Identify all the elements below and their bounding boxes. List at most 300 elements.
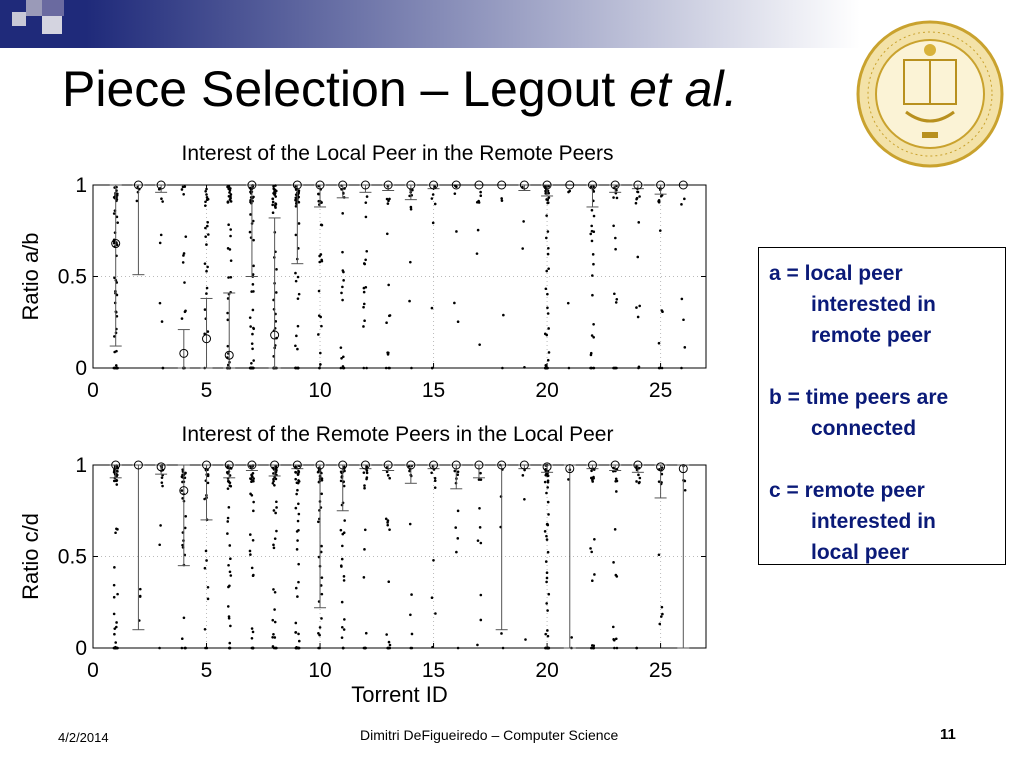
x-tick-label: 5: [200, 659, 213, 682]
data-point: [115, 480, 118, 483]
legend-definition: [769, 258, 997, 351]
data-point: [386, 198, 389, 201]
data-point: [616, 575, 619, 578]
data-point: [613, 647, 616, 650]
data-point: [296, 595, 299, 598]
data-point: [204, 200, 207, 203]
data-point: [230, 259, 233, 262]
data-point: [320, 223, 323, 226]
data-point: [227, 276, 230, 279]
data-point: [207, 482, 210, 485]
data-point: [547, 253, 550, 256]
data-point: [547, 481, 550, 484]
data-point: [298, 640, 301, 643]
footer-presenter: Dimitri DeFigueiredo – Computer Science: [360, 727, 619, 743]
data-point: [116, 593, 119, 596]
data-point: [478, 201, 481, 204]
data-point: [590, 469, 593, 472]
data-point: [661, 466, 664, 469]
data-point: [184, 515, 187, 518]
data-point: [229, 625, 232, 628]
data-point: [591, 240, 594, 243]
x-tick-label: 0: [87, 379, 99, 402]
data-point: [294, 272, 297, 275]
data-point: [116, 221, 119, 224]
plot-frame: [93, 185, 706, 368]
data-point: [547, 192, 550, 195]
data-point: [340, 480, 343, 483]
decor-square: [42, 16, 62, 34]
data-point: [296, 539, 299, 542]
data-point: [431, 307, 434, 310]
x-axis-label: Torrent ID: [351, 682, 448, 707]
data-point: [432, 559, 435, 562]
decor-square: [12, 12, 26, 26]
data-point: [114, 531, 117, 534]
data-point: [114, 641, 117, 644]
data-point: [432, 222, 435, 225]
data-point: [207, 598, 210, 601]
data-point: [158, 543, 161, 546]
data-point: [252, 631, 255, 634]
data-point: [162, 367, 165, 370]
data-point: [389, 314, 392, 317]
data-point: [250, 290, 253, 293]
data-point: [362, 325, 365, 328]
data-point: [206, 198, 209, 201]
data-point: [184, 527, 187, 530]
data-point: [251, 333, 254, 336]
data-point: [297, 276, 300, 279]
data-point: [204, 262, 207, 265]
legend-definition: [769, 475, 997, 568]
data-point: [431, 646, 434, 649]
data-point: [612, 626, 615, 629]
data-point: [252, 501, 255, 504]
data-point: [160, 234, 163, 237]
data-point: [252, 265, 255, 268]
data-point: [410, 367, 413, 370]
data-point: [592, 336, 595, 339]
data-point: [227, 201, 230, 204]
data-point: [249, 477, 252, 480]
data-point: [295, 335, 298, 338]
data-point: [296, 548, 299, 551]
data-point: [453, 302, 456, 305]
data-point: [546, 629, 549, 632]
data-point: [252, 283, 255, 286]
data-point: [159, 242, 162, 245]
data-point: [252, 510, 255, 513]
data-point: [364, 258, 367, 261]
data-point: [205, 270, 208, 273]
data-point: [363, 487, 366, 490]
y-tick-label: 0: [75, 637, 87, 660]
data-point: [252, 574, 255, 577]
data-point: [457, 471, 460, 474]
data-point: [661, 606, 664, 609]
legend-definition-line: interested in: [811, 510, 936, 533]
data-point: [389, 644, 392, 647]
data-point: [661, 613, 664, 616]
data-point: [546, 577, 549, 580]
data-point: [161, 320, 164, 323]
data-point: [434, 203, 437, 206]
data-point: [181, 188, 184, 191]
data-point: [592, 230, 595, 233]
data-point: [454, 526, 457, 529]
data-point: [637, 316, 640, 319]
legend-definition-line: remote peer: [811, 324, 932, 347]
data-point: [227, 564, 230, 567]
data-point: [409, 261, 412, 264]
data-point: [341, 299, 344, 302]
data-point: [295, 631, 298, 634]
data-point: [502, 647, 505, 650]
data-point: [161, 481, 164, 484]
data-point: [183, 616, 186, 619]
data-point: [296, 530, 299, 533]
data-point: [523, 366, 526, 369]
data-point: [297, 633, 300, 636]
data-point: [340, 470, 343, 473]
data-point: [321, 593, 324, 596]
data-point: [340, 367, 343, 370]
data-point: [275, 500, 278, 503]
data-point: [252, 309, 255, 312]
data-point: [114, 367, 117, 370]
data-point: [547, 513, 550, 516]
data-point: [434, 486, 437, 489]
data-point: [205, 193, 208, 196]
data-point: [113, 596, 116, 599]
data-point: [434, 477, 437, 480]
data-point: [318, 290, 321, 293]
x-tick-label: 20: [535, 379, 559, 402]
data-point: [638, 195, 641, 198]
data-point: [476, 644, 479, 647]
data-point: [207, 233, 210, 236]
data-point: [479, 191, 482, 194]
data-point: [321, 260, 324, 263]
data-point: [139, 595, 142, 598]
data-point: [115, 483, 118, 486]
data-point: [116, 528, 119, 531]
data-point: [272, 197, 275, 200]
uc-davis-seal-icon: [856, 20, 1004, 168]
data-point: [204, 227, 207, 230]
data-point: [591, 274, 594, 277]
data-point: [340, 565, 343, 568]
data-point: [159, 524, 162, 527]
data-point: [229, 485, 232, 488]
data-point: [409, 613, 412, 616]
data-point: [635, 198, 638, 201]
data-point: [568, 190, 571, 193]
data-point: [545, 560, 548, 563]
data-point: [229, 198, 232, 201]
data-point: [410, 208, 413, 211]
data-point: [249, 493, 252, 496]
data-point: [204, 308, 207, 311]
data-point: [457, 647, 460, 650]
data-point: [544, 333, 547, 336]
data-point: [366, 195, 369, 198]
y-tick-label: 0: [75, 357, 87, 380]
data-point: [298, 293, 301, 296]
data-point: [296, 348, 299, 351]
data-point: [547, 247, 550, 250]
data-point: [614, 528, 617, 531]
data-point: [204, 567, 207, 570]
data-point: [229, 574, 232, 577]
data-point: [660, 615, 663, 618]
data-point: [319, 352, 322, 355]
data-point: [297, 470, 300, 473]
data-point: [228, 544, 231, 547]
data-point: [206, 287, 209, 290]
data-point: [113, 633, 116, 636]
data-point: [229, 557, 232, 560]
data-point: [364, 201, 367, 204]
data-point: [183, 281, 186, 284]
data-point: [294, 344, 297, 347]
data-point: [228, 642, 231, 645]
data-point: [205, 550, 208, 553]
data-point: [477, 229, 480, 232]
data-point: [568, 367, 571, 370]
x-tick-label: 10: [308, 379, 332, 402]
data-point: [340, 357, 343, 360]
data-point: [637, 367, 640, 370]
data-point: [385, 367, 388, 370]
data-point: [591, 209, 594, 212]
legend-definition-line: local peer: [811, 541, 910, 564]
data-point: [205, 292, 208, 295]
data-point: [593, 215, 596, 218]
data-point: [592, 263, 595, 266]
data-point: [113, 212, 116, 215]
data-point: [434, 612, 437, 615]
data-point: [250, 480, 253, 483]
data-point: [206, 266, 209, 269]
data-point: [249, 533, 252, 536]
data-point: [363, 291, 366, 294]
data-point: [113, 584, 116, 587]
data-point: [297, 472, 300, 475]
data-point: [272, 544, 275, 547]
data-point: [366, 469, 369, 472]
y-axis-label: Ratio a/b: [18, 232, 43, 321]
data-point: [320, 545, 323, 548]
data-point: [341, 545, 344, 548]
data-point: [363, 263, 366, 266]
chart-title: Interest of the Local Peer in the Remote Peers: [181, 142, 614, 165]
data-point: [274, 512, 277, 515]
data-point: [366, 476, 369, 479]
data-point: [592, 647, 595, 650]
data-point: [113, 242, 116, 245]
data-point: [341, 558, 344, 561]
data-point: [297, 502, 300, 505]
data-point: [635, 647, 638, 650]
data-point: [229, 571, 232, 574]
data-point: [593, 573, 596, 576]
data-point: [252, 472, 255, 475]
x-tick-label: 0: [87, 659, 99, 682]
data-point: [636, 190, 639, 193]
data-point: [615, 298, 618, 301]
data-point: [295, 587, 298, 590]
data-point: [388, 477, 391, 480]
data-point: [658, 201, 661, 204]
data-point: [206, 221, 209, 224]
data-point: [295, 646, 298, 649]
data-point: [544, 364, 547, 367]
data-point: [273, 484, 276, 487]
data-point: [546, 538, 549, 541]
data-point: [612, 196, 615, 199]
data-point: [249, 325, 252, 328]
data-point: [478, 343, 481, 346]
data-point: [274, 537, 277, 540]
data-point: [318, 367, 321, 370]
decor-square: [12, 26, 26, 40]
data-point: [547, 593, 550, 596]
data-point: [205, 188, 208, 191]
data-point: [115, 626, 118, 629]
data-point: [547, 551, 550, 554]
data-point: [389, 647, 392, 650]
data-point: [184, 235, 187, 238]
data-point: [362, 306, 365, 309]
data-point: [182, 193, 185, 196]
data-point: [592, 323, 595, 326]
data-point: [249, 553, 252, 556]
data-point: [249, 231, 252, 234]
data-point: [181, 647, 184, 650]
data-point: [387, 474, 390, 477]
data-point: [320, 253, 323, 256]
data-point: [410, 593, 413, 596]
data-point: [683, 198, 686, 201]
data-point: [227, 223, 230, 226]
data-point: [181, 317, 184, 320]
data-point: [272, 201, 275, 204]
data-point: [363, 287, 366, 290]
data-point: [297, 297, 300, 300]
x-tick-label: 10: [308, 659, 332, 682]
data-point: [228, 506, 231, 509]
data-point: [548, 351, 551, 354]
footer-date: 4/2/2014: [58, 730, 109, 745]
data-point: [636, 256, 639, 259]
data-point: [342, 269, 345, 272]
legend-definition-term: a = local peer: [769, 262, 903, 285]
data-point: [341, 601, 344, 604]
data-point: [297, 563, 300, 566]
data-point: [275, 268, 278, 271]
data-point: [272, 192, 275, 195]
data-point: [295, 234, 298, 237]
data-point: [501, 199, 504, 202]
x-tick-label: 15: [421, 379, 446, 402]
data-point: [230, 276, 233, 279]
data-point: [589, 547, 592, 550]
data-point: [363, 548, 366, 551]
decor-square: [26, 0, 42, 16]
data-point: [547, 359, 550, 362]
data-point: [479, 194, 482, 197]
data-point: [480, 594, 483, 597]
data-point: [182, 261, 185, 264]
data-point: [615, 301, 618, 304]
data-point: [363, 484, 366, 487]
data-point: [295, 622, 298, 625]
data-point: [387, 580, 390, 583]
data-point: [614, 367, 617, 370]
data-point: [298, 513, 301, 516]
data-point: [614, 248, 617, 251]
data-point: [204, 204, 207, 207]
data-point: [272, 633, 275, 636]
data-point: [591, 644, 594, 647]
data-point: [639, 477, 642, 480]
data-point: [251, 342, 254, 345]
data-point: [298, 222, 301, 225]
data-point: [408, 300, 411, 303]
data-point: [274, 184, 277, 187]
data-point: [546, 523, 549, 526]
data-point: [546, 293, 549, 296]
data-point: [343, 519, 346, 522]
data-point: [297, 325, 300, 328]
data-point: [431, 197, 434, 200]
data-point: [228, 647, 231, 650]
data-point: [638, 305, 641, 308]
data-point: [500, 632, 503, 635]
data-point: [249, 316, 252, 319]
data-point: [593, 538, 596, 541]
data-point: [251, 627, 254, 630]
data-point: [591, 579, 594, 582]
data-point: [615, 477, 618, 480]
data-point: [590, 354, 593, 357]
data-point: [545, 198, 548, 201]
data-point: [545, 270, 548, 273]
data-point: [680, 367, 683, 370]
data-point: [457, 320, 460, 323]
data-point: [546, 571, 549, 574]
data-point: [637, 221, 640, 224]
data-point: [205, 243, 208, 246]
data-point: [227, 605, 230, 608]
data-point: [521, 247, 524, 250]
legend-box: [758, 247, 1006, 565]
data-point: [271, 204, 274, 207]
data-point: [272, 187, 275, 190]
data-point: [658, 623, 661, 626]
data-point: [139, 588, 142, 591]
data-point: [364, 528, 367, 531]
data-point: [227, 247, 230, 250]
data-point: [226, 532, 229, 535]
legend-definition-term: b = time peers are: [769, 386, 949, 409]
data-point: [317, 647, 320, 650]
data-point: [160, 197, 163, 200]
data-point: [522, 220, 525, 223]
data-point: [227, 586, 230, 589]
